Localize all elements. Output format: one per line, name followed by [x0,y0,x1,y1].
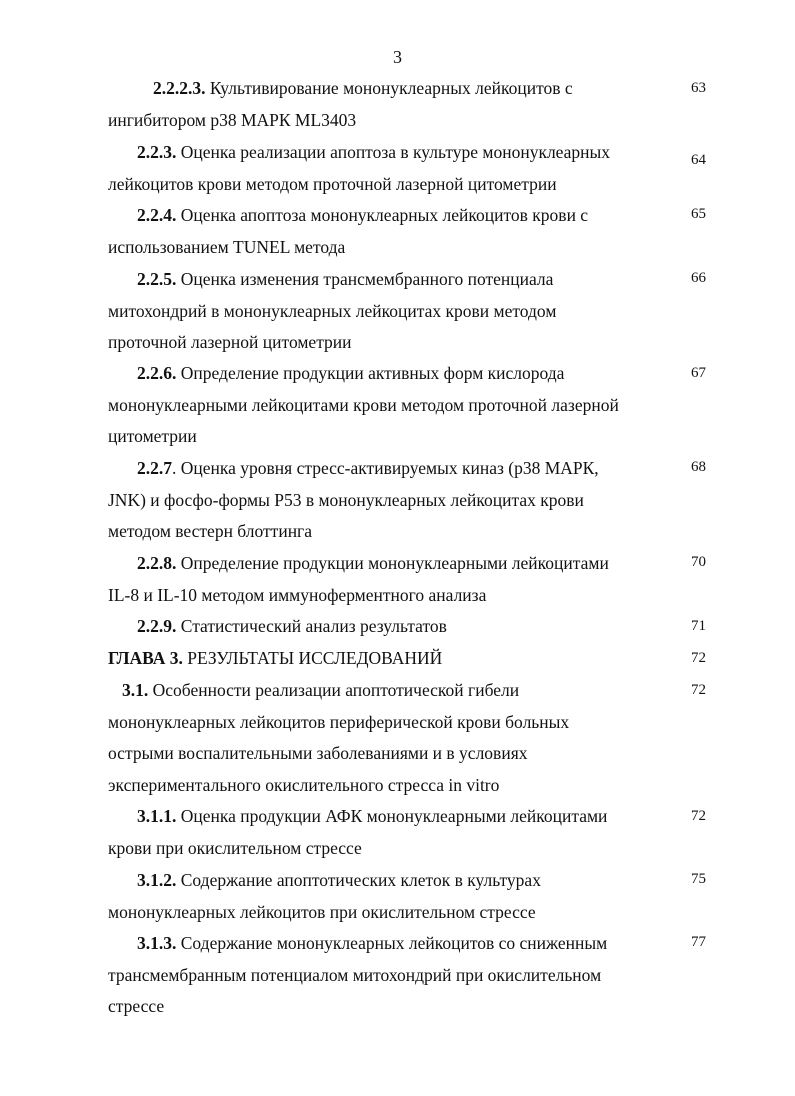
toc-entry-text: трансмембранным потенциалом митохондрий при окислительном [108,964,602,985]
toc-entry-2-2-9 [108,611,668,643]
toc-entry-text: методом вестерн блоттинга [108,521,313,542]
page-number: 3 [393,47,402,67]
toc-entry-2-2-2-3 [108,73,668,136]
toc-entry-number: 2.2.3. [137,142,177,162]
toc-entry-number: 3.1.3. [137,933,177,953]
toc-entry-text: лейкоцитов крови методом проточной лазерной цитометрии [108,173,557,194]
toc-page-number: 67 [691,365,706,381]
toc-entry-number: 3.1. [122,680,149,700]
toc-entry-text: мононуклеарных лейкоцитов при окислительном стрессе [108,901,536,922]
toc-entry-text: мононуклеарных лейкоцитов периферической крови больных [108,711,570,732]
toc-page-number: 77 [691,934,706,950]
toc-entry-text: стрессе [108,996,165,1017]
toc-entry-text: мононуклеарными лейкоцитами крови методом проточной лазерной [108,394,619,415]
toc-entry-text: проточной лазерной цитометрии [108,332,352,353]
toc-entry-number: 2.2.4. [137,205,177,225]
toc-entry-text: использованием TUNEL метода [108,236,346,257]
toc-page-number: 63 [691,80,706,96]
toc-entry-text: Содержание мононуклеарных лейкоцитов со сниженным [180,933,608,953]
toc-entry-2-2-3 [108,137,668,200]
toc-entry-text: . Оценка уровня стресс-активируемых киназ (р38 МАРК, [172,458,599,478]
toc-page-number: 65 [691,206,706,222]
toc-entry-3-1-2 [108,865,668,928]
toc-page-number: 75 [691,871,706,887]
toc-page-number: 66 [691,270,706,286]
toc-entry-2-2-8 [108,548,668,611]
toc-page-number: 72 [691,650,706,666]
toc-entry-number: 2.2.5. [137,269,177,289]
toc-entry-text: IL-8 и IL-10 методом иммуноферментного анализа [108,584,487,605]
toc-chapter-3 [108,643,668,675]
toc-entry-number: 2.2.9. [137,616,177,636]
toc-entry-text: Определение продукции мононуклеарными лейкоцитами [180,553,609,573]
toc-entry-text: Содержание апоптотических клеток в культурах [180,870,541,890]
toc-entry-text: Оценка реализации апоптоза в культуре мононуклеарных [180,142,611,162]
toc-entry-text: Культивирование мононуклеарных лейкоцитов с [209,78,573,98]
toc-page-number: 68 [691,459,706,475]
toc-entry-text: митохондрий в мононуклеарных лейкоцитах крови методом [108,300,557,321]
toc-entry-3-1-3 [108,928,668,1023]
toc-entry-text: Статистический анализ результатов [180,616,447,636]
toc-entry-2-2-6 [108,358,668,453]
toc-entry-text: крови при окислительном стрессе [108,837,362,858]
toc-entry-3-1 [108,675,668,801]
toc-entry-number: 2.2.7 [137,458,172,478]
toc-entry-2-2-5 [108,264,668,359]
toc-page-number: 72 [691,682,706,698]
toc-entry-number: 2.2.8. [137,553,177,573]
toc-entry-number: 3.1.1. [137,806,177,826]
toc-chapter-number: ГЛАВА 3. [108,648,183,668]
toc-entry-number: 2.2.2.3. [153,78,206,98]
toc-page-number: 64 [691,152,706,168]
toc-entry-text: Оценка продукции АФК мононуклеарными лейкоцитами [180,806,608,826]
toc-entry-text: цитометрии [108,426,197,447]
toc-entry-3-1-1 [108,801,668,864]
toc-entry-text: экспериментального окислительного стресса in vitro [108,774,500,795]
toc-entry-text: Оценка изменения трансмембранного потенциала [180,269,554,289]
toc-entry-2-2-4 [108,200,668,263]
toc-entry-text: JNK) и фосфо-формы Р53 в мононуклеарных лейкоцитах крови [108,489,584,510]
toc-entry-text: Оценка апоптоза мононуклеарных лейкоцитов крови с [180,205,589,225]
toc-entry-number: 3.1.2. [137,870,177,890]
toc-page-number: 70 [691,554,706,570]
toc-entry-number: 2.2.6. [137,363,177,383]
toc-entry-text: Особенности реализации апоптотической гибели [152,680,520,700]
toc-page-number: 72 [691,808,706,824]
toc-entry-text: ингибитором р38 МАРК ML3403 [108,109,357,130]
toc-chapter-title: РЕЗУЛЬТАТЫ ИССЛЕДОВАНИЙ [187,648,443,668]
toc-entry-text: острыми воспалительными заболеваниями и в условиях [108,743,528,764]
toc-entry-2-2-7 [108,453,668,548]
toc-entry-text: Определение продукции активных форм кислорода [180,363,565,383]
toc-page-number: 71 [691,618,706,634]
